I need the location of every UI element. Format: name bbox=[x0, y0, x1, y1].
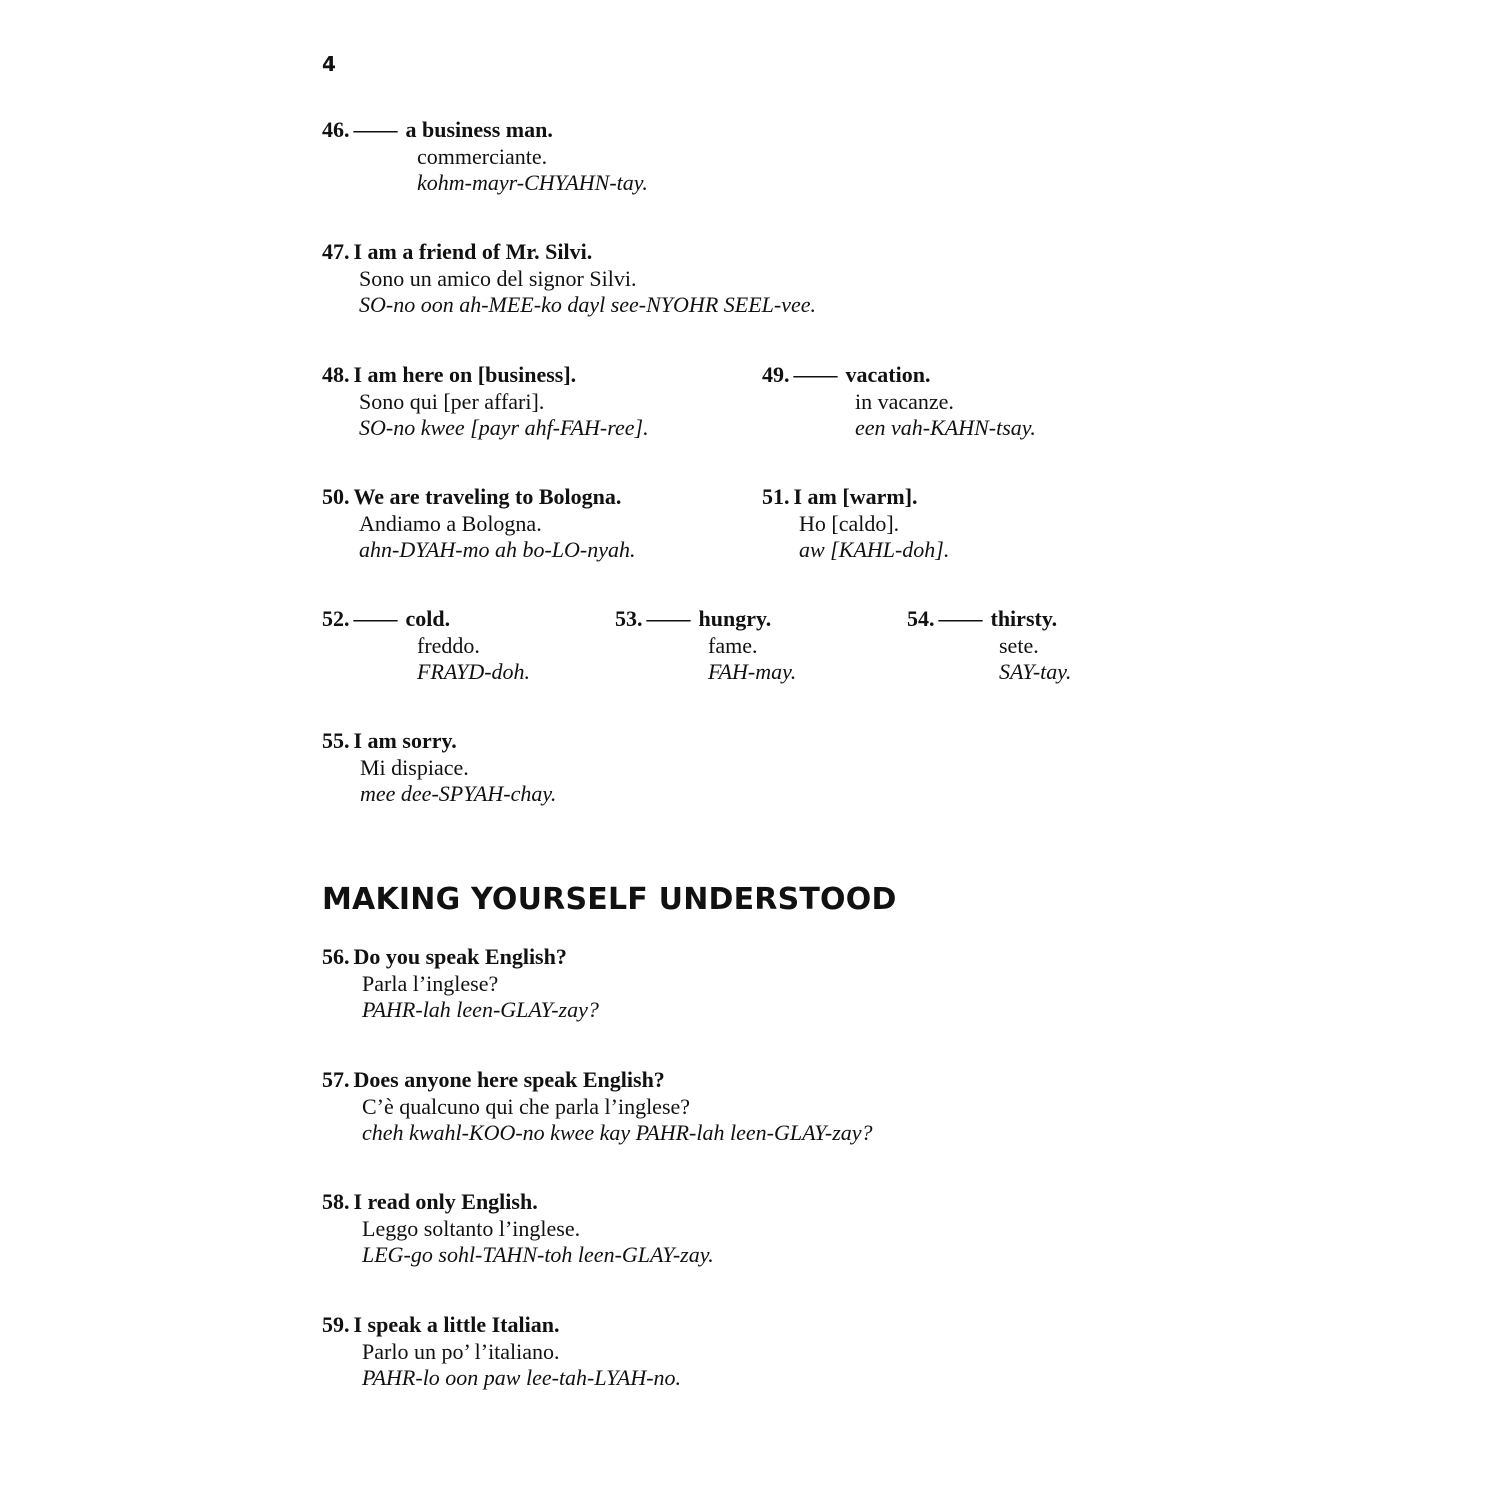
phrase-number: 46. bbox=[322, 117, 350, 142]
phrase-dash: —— bbox=[793, 362, 838, 387]
phrase-number: 56. bbox=[322, 944, 350, 969]
pronunciation: LEG-go sohl-TAHN-toh leen-GLAY-zay. bbox=[362, 1242, 714, 1267]
phrase-entry-47 bbox=[322, 239, 816, 319]
phrase-entry-55 bbox=[322, 728, 556, 808]
phrase-entry-49 bbox=[762, 362, 1036, 442]
phrase-entry-59 bbox=[322, 1312, 681, 1392]
english-phrase: We are traveling to Bologna. bbox=[353, 484, 622, 509]
italian-phrase: Ho [caldo]. bbox=[799, 510, 900, 536]
english-phrase: Does anyone here speak English? bbox=[353, 1067, 665, 1092]
phrase-entry-51 bbox=[762, 484, 949, 564]
italian-phrase: Parlo un po’ l’italiano. bbox=[362, 1338, 560, 1364]
phrase-entry-58 bbox=[322, 1189, 714, 1269]
english-phrase: I am here on [business]. bbox=[353, 362, 577, 387]
pronunciation: SO-no kwee [payr ahf-FAH-ree]. bbox=[359, 415, 649, 440]
pronunciation: kohm-mayr-CHYAHN-tay. bbox=[417, 170, 648, 195]
phrase-number: 53. bbox=[615, 606, 643, 631]
english-phrase: I am a friend of Mr. Silvi. bbox=[353, 239, 593, 264]
phrase-number: 57. bbox=[322, 1067, 350, 1092]
italian-phrase: Leggo soltanto l’inglese. bbox=[362, 1215, 581, 1241]
phrase-number: 51. bbox=[762, 484, 790, 509]
phrase-entry-57 bbox=[322, 1067, 873, 1147]
phrase-dash: —— bbox=[646, 606, 691, 631]
italian-phrase: freddo. bbox=[417, 632, 480, 658]
pronunciation: FAH-may. bbox=[708, 659, 797, 684]
phrase-number: 47. bbox=[322, 239, 350, 264]
phrase-number: 55. bbox=[322, 728, 350, 753]
english-phrase: thirsty. bbox=[990, 606, 1058, 631]
phrase-number: 59. bbox=[322, 1312, 350, 1337]
english-phrase: I read only English. bbox=[353, 1189, 538, 1214]
phrase-number: 58. bbox=[322, 1189, 350, 1214]
italian-phrase: Mi dispiace. bbox=[360, 754, 469, 780]
english-phrase: I am [warm]. bbox=[793, 484, 918, 509]
phrase-number: 48. bbox=[322, 362, 350, 387]
pronunciation: SO-no oon ah-MEE-ko dayl see-NYOHR SEEL-vee. bbox=[359, 292, 816, 317]
phrase-entry-54 bbox=[907, 606, 1071, 686]
pronunciation: PAHR-lah leen-GLAY-zay? bbox=[362, 997, 599, 1022]
italian-phrase: sete. bbox=[999, 632, 1039, 658]
phrase-entry-56 bbox=[322, 944, 599, 1024]
italian-phrase: fame. bbox=[708, 632, 758, 658]
pronunciation: cheh kwahl-KOO-no kwee kay PAHR-lah leen-GLAY-zay? bbox=[362, 1120, 873, 1145]
phrase-entry-50 bbox=[322, 484, 636, 564]
italian-phrase: Parla l’inglese? bbox=[362, 970, 499, 996]
phrase-number: 49. bbox=[762, 362, 790, 387]
italian-phrase: Andiamo a Bologna. bbox=[359, 510, 542, 536]
phrase-number: 52. bbox=[322, 606, 350, 631]
english-phrase: hungry. bbox=[698, 606, 772, 631]
phrase-dash: —— bbox=[353, 117, 398, 142]
english-phrase: I am sorry. bbox=[353, 728, 457, 753]
pronunciation: PAHR-lo oon paw lee-tah-LYAH-no. bbox=[362, 1365, 682, 1390]
english-phrase: vacation. bbox=[845, 362, 931, 387]
phrase-number: 50. bbox=[322, 484, 350, 509]
italian-phrase: Sono un amico del signor Silvi. bbox=[359, 265, 637, 291]
section-heading: MAKING YOURSELF UNDERSTOOD bbox=[322, 882, 897, 917]
phrase-entry-48 bbox=[322, 362, 649, 442]
pronunciation: mee dee-SPYAH-chay. bbox=[360, 781, 557, 806]
pronunciation: FRAYD-doh. bbox=[417, 659, 531, 684]
italian-phrase: commerciante. bbox=[417, 143, 548, 169]
pronunciation: ahn-DYAH-mo ah bo-LO-nyah. bbox=[359, 537, 636, 562]
phrase-entry-52 bbox=[322, 606, 530, 686]
english-phrase: Do you speak English? bbox=[353, 944, 567, 969]
english-phrase: I speak a little Italian. bbox=[353, 1312, 560, 1337]
english-phrase: a business man. bbox=[405, 117, 553, 142]
pronunciation: SAY-tay. bbox=[999, 659, 1072, 684]
english-phrase: cold. bbox=[405, 606, 451, 631]
page-number: 4 bbox=[322, 52, 336, 76]
pronunciation: een vah-KAHN-tsay. bbox=[855, 415, 1036, 440]
phrase-entry-46 bbox=[322, 117, 648, 197]
italian-phrase: C’è qualcuno qui che parla l’inglese? bbox=[362, 1093, 691, 1119]
phrase-entry-53 bbox=[615, 606, 796, 686]
phrase-dash: —— bbox=[353, 606, 398, 631]
italian-phrase: Sono qui [per affari]. bbox=[359, 388, 545, 414]
phrase-dash: —— bbox=[938, 606, 983, 631]
italian-phrase: in vacanze. bbox=[855, 388, 954, 414]
phrase-number: 54. bbox=[907, 606, 935, 631]
pronunciation: aw [KAHL-doh]. bbox=[799, 537, 950, 562]
